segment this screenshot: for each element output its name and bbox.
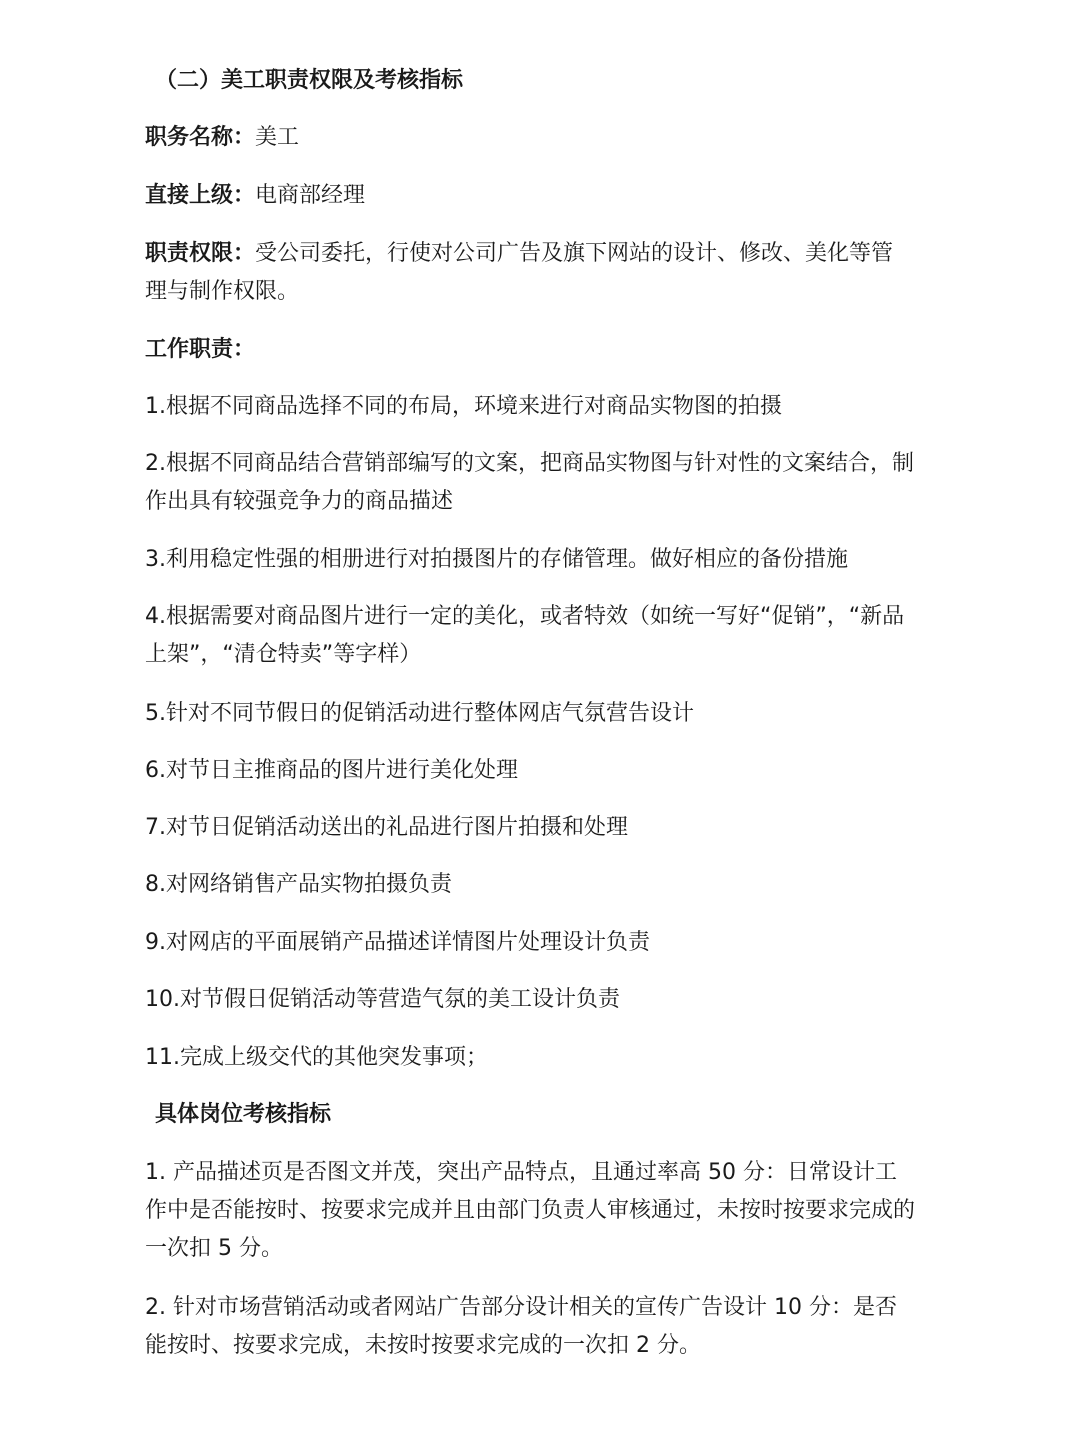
- superior-value: 电商部经理: [255, 183, 366, 208]
- duty-item: 11.完成上级交代的其他突发事项；: [145, 1045, 488, 1070]
- duties-heading: 工作职责：: [145, 337, 256, 362]
- duty-item: 9.对网店的平面展销产品描述详情图片处理设计负责: [145, 930, 650, 955]
- authority-row: [145, 235, 915, 311]
- duty-item: 3.利用稳定性强的相册进行对拍摄图片的存储管理。做好相应的备份措施: [145, 547, 848, 572]
- duty-item: 6.对节日主推商品的图片进行美化处理: [145, 758, 518, 783]
- authority-value: 受公司委托，行使对公司广告及旗下网站的设计、修改、美化等管理与制作权限。: [145, 241, 894, 304]
- kpi-item: 1. 产品描述页是否图文并茂，突出产品特点，且通过率高 50 分：日常设计工作中是否能按时、按要求完成并且由部门负责人审核通过，未按时按要求完成的一次扣 5 分。: [145, 1160, 916, 1261]
- kpi-heading: 具体岗位考核指标: [155, 1102, 332, 1127]
- duty-item: 10.对节假日促销活动等营造气氛的美工设计负责: [145, 987, 620, 1012]
- authority-label: 职责权限：: [145, 241, 256, 266]
- superior-label: 直接上级：: [145, 183, 256, 208]
- duty-item: 2.根据不同商品结合营销部编写的文案，把商品实物图与针对性的文案结合，制作出具有较强竞争力的商品描述: [145, 451, 914, 514]
- duty-item: 4.根据需要对商品图片进行一定的美化，或者特效（如统一写好“促销”，“新品上架”，“清仓特卖”等字样）: [145, 604, 905, 667]
- position-row: [145, 119, 299, 157]
- duty-item: 5.针对不同节假日的促销活动进行整体网店气氛营告设计: [145, 701, 694, 726]
- duty-item: 1.根据不同商品选择不同的布局，环境来进行对商品实物图的拍摄: [145, 394, 782, 419]
- kpi-item: 2. 针对市场营销活动或者网站广告部分设计相关的宣传广告设计 10 分：是否能按时、按要求完成，未按时按要求完成的一次扣 2 分。: [145, 1295, 897, 1358]
- duty-item: 7.对节日促销活动送出的礼品进行图片拍摄和处理: [145, 815, 628, 840]
- duty-item: 8.对网络销售产品实物拍摄负责: [145, 872, 452, 897]
- position-value: 美工: [255, 125, 300, 150]
- superior-row: [145, 177, 365, 215]
- position-label: 职务名称：: [145, 125, 256, 150]
- section-title: （二）美工职责权限及考核指标: [155, 68, 464, 93]
